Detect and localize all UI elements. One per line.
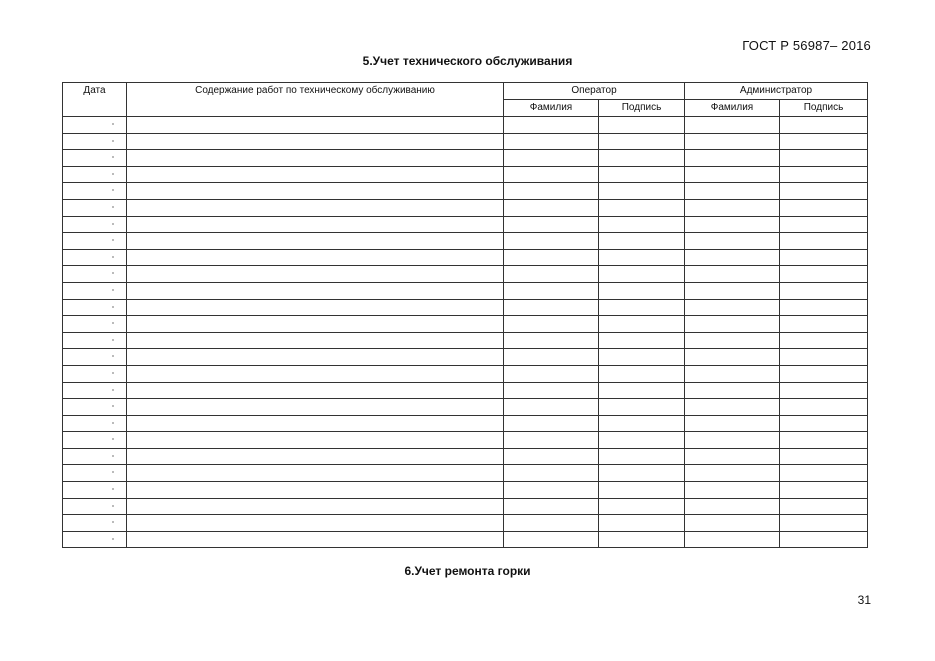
- date-cell[interactable]: [63, 266, 127, 283]
- operator-surname-cell[interactable]: [504, 282, 599, 299]
- table-row: [63, 282, 868, 299]
- operator-signature-cell[interactable]: [599, 365, 685, 382]
- admin-surname-cell[interactable]: [685, 448, 780, 465]
- operator-signature-cell[interactable]: [599, 299, 685, 316]
- date-cell[interactable]: [63, 282, 127, 299]
- content-cell[interactable]: [127, 233, 504, 250]
- table-row: [63, 299, 868, 316]
- content-cell[interactable]: [127, 166, 504, 183]
- content-cell[interactable]: [127, 266, 504, 283]
- operator-signature-cell[interactable]: [599, 432, 685, 449]
- admin-surname-cell[interactable]: [685, 133, 780, 150]
- operator-surname-cell[interactable]: [504, 399, 599, 416]
- table-row: [63, 482, 868, 499]
- table-row: [63, 266, 868, 283]
- operator-signature-cell[interactable]: [599, 332, 685, 349]
- content-cell[interactable]: [127, 465, 504, 482]
- admin-signature-cell[interactable]: [780, 166, 868, 183]
- operator-surname-cell[interactable]: [504, 316, 599, 333]
- operator-surname-cell[interactable]: [504, 448, 599, 465]
- operator-signature-cell[interactable]: [599, 382, 685, 399]
- content-cell[interactable]: [127, 399, 504, 416]
- content-cell[interactable]: [127, 117, 504, 134]
- admin-surname-cell[interactable]: [685, 299, 780, 316]
- admin-signature-cell[interactable]: [780, 515, 868, 532]
- admin-surname-cell[interactable]: [685, 150, 780, 167]
- header-row-top: [63, 83, 868, 100]
- page-number: 31: [857, 593, 871, 607]
- admin-signature-cell[interactable]: [780, 199, 868, 216]
- admin-signature-cell[interactable]: [780, 117, 868, 134]
- admin-surname-cell[interactable]: [685, 399, 780, 416]
- admin-signature-cell[interactable]: [780, 332, 868, 349]
- table-row: [63, 531, 868, 548]
- operator-surname-cell[interactable]: [504, 266, 599, 283]
- date-cell[interactable]: [63, 465, 127, 482]
- table-row: [63, 432, 868, 449]
- operator-surname-cell[interactable]: [504, 117, 599, 134]
- operator-signature-cell[interactable]: [599, 498, 685, 515]
- operator-signature-cell[interactable]: [599, 133, 685, 150]
- operator-surname-cell[interactable]: [504, 233, 599, 250]
- admin-signature-cell[interactable]: [780, 531, 868, 548]
- admin-signature-cell[interactable]: [780, 150, 868, 167]
- table-row: [63, 316, 868, 333]
- operator-signature-cell[interactable]: [599, 166, 685, 183]
- admin-surname-cell[interactable]: [685, 117, 780, 134]
- date-cell[interactable]: [63, 482, 127, 499]
- table-row: [63, 117, 868, 134]
- date-cell[interactable]: [63, 166, 127, 183]
- admin-surname-cell[interactable]: [685, 415, 780, 432]
- operator-signature-cell[interactable]: [599, 349, 685, 366]
- admin-signature-cell[interactable]: [780, 316, 868, 333]
- date-cell[interactable]: [63, 332, 127, 349]
- operator-signature-cell[interactable]: [599, 183, 685, 200]
- content-cell[interactable]: [127, 183, 504, 200]
- column-header-admin-surname: Фамилия: [685, 100, 780, 117]
- table-row: [63, 448, 868, 465]
- maintenance-log-body: [63, 117, 868, 548]
- date-cell[interactable]: [63, 365, 127, 382]
- admin-signature-cell[interactable]: [780, 299, 868, 316]
- date-cell[interactable]: [63, 117, 127, 134]
- column-header-operator: Оператор: [504, 83, 685, 100]
- date-cell[interactable]: [63, 349, 127, 366]
- operator-signature-cell[interactable]: [599, 515, 685, 532]
- admin-signature-cell[interactable]: [780, 349, 868, 366]
- operator-surname-cell[interactable]: [504, 133, 599, 150]
- admin-surname-cell[interactable]: [685, 465, 780, 482]
- date-cell[interactable]: [63, 316, 127, 333]
- content-cell[interactable]: [127, 332, 504, 349]
- content-cell[interactable]: [127, 365, 504, 382]
- operator-surname-cell[interactable]: [504, 299, 599, 316]
- operator-signature-cell[interactable]: [599, 233, 685, 250]
- operator-surname-cell[interactable]: [504, 515, 599, 532]
- content-cell[interactable]: [127, 498, 504, 515]
- operator-surname-cell[interactable]: [504, 150, 599, 167]
- column-header-admin-signature: Подпись: [780, 100, 868, 117]
- admin-signature-cell[interactable]: [780, 233, 868, 250]
- admin-signature-cell[interactable]: [780, 382, 868, 399]
- operator-signature-cell[interactable]: [599, 216, 685, 233]
- admin-surname-cell[interactable]: [685, 531, 780, 548]
- table-row: [63, 133, 868, 150]
- table-row: [63, 233, 868, 250]
- admin-surname-cell[interactable]: [685, 332, 780, 349]
- operator-signature-cell[interactable]: [599, 448, 685, 465]
- content-cell[interactable]: [127, 448, 504, 465]
- content-cell[interactable]: [127, 432, 504, 449]
- content-cell[interactable]: [127, 249, 504, 266]
- operator-surname-cell[interactable]: [504, 498, 599, 515]
- date-cell[interactable]: [63, 498, 127, 515]
- operator-surname-cell[interactable]: [504, 465, 599, 482]
- section-5-title: 5.Учет технического обслуживания: [362, 54, 573, 68]
- operator-signature-cell[interactable]: [599, 266, 685, 283]
- maintenance-log-table: [62, 82, 868, 548]
- admin-signature-cell[interactable]: [780, 465, 868, 482]
- date-cell[interactable]: [63, 133, 127, 150]
- admin-surname-cell[interactable]: [685, 199, 780, 216]
- operator-signature-cell[interactable]: [599, 482, 685, 499]
- date-cell[interactable]: [63, 150, 127, 167]
- admin-surname-cell[interactable]: [685, 216, 780, 233]
- date-cell[interactable]: [63, 415, 127, 432]
- admin-surname-cell[interactable]: [685, 166, 780, 183]
- date-cell[interactable]: [63, 233, 127, 250]
- content-cell[interactable]: [127, 531, 504, 548]
- operator-signature-cell[interactable]: [599, 150, 685, 167]
- table-row: [63, 382, 868, 399]
- date-cell[interactable]: [63, 183, 127, 200]
- content-cell[interactable]: [127, 515, 504, 532]
- admin-signature-cell[interactable]: [780, 282, 868, 299]
- table-row: [63, 515, 868, 532]
- document-code: ГОСТ Р 56987– 2016: [742, 38, 871, 53]
- column-header-date: Дата: [63, 83, 127, 117]
- admin-signature-cell[interactable]: [780, 266, 868, 283]
- table-row: [63, 498, 868, 515]
- table-row: [63, 465, 868, 482]
- content-cell[interactable]: [127, 316, 504, 333]
- admin-signature-cell[interactable]: [780, 415, 868, 432]
- admin-signature-cell[interactable]: [780, 498, 868, 515]
- date-cell[interactable]: [63, 299, 127, 316]
- date-cell[interactable]: [63, 531, 127, 548]
- content-cell[interactable]: [127, 282, 504, 299]
- admin-surname-cell[interactable]: [685, 266, 780, 283]
- admin-signature-cell[interactable]: [780, 133, 868, 150]
- admin-signature-cell[interactable]: [780, 432, 868, 449]
- date-cell[interactable]: [63, 216, 127, 233]
- admin-signature-cell[interactable]: [780, 216, 868, 233]
- table-row: [63, 365, 868, 382]
- content-cell[interactable]: [127, 150, 504, 167]
- operator-signature-cell[interactable]: [599, 399, 685, 416]
- admin-surname-cell[interactable]: [685, 365, 780, 382]
- operator-surname-cell[interactable]: [504, 365, 599, 382]
- operator-surname-cell[interactable]: [504, 349, 599, 366]
- operator-surname-cell[interactable]: [504, 216, 599, 233]
- admin-surname-cell[interactable]: [685, 316, 780, 333]
- admin-signature-cell[interactable]: [780, 183, 868, 200]
- table-row: [63, 332, 868, 349]
- admin-signature-cell[interactable]: [780, 482, 868, 499]
- operator-surname-cell[interactable]: [504, 332, 599, 349]
- admin-surname-cell[interactable]: [685, 249, 780, 266]
- operator-signature-cell[interactable]: [599, 316, 685, 333]
- operator-signature-cell[interactable]: [599, 465, 685, 482]
- operator-surname-cell[interactable]: [504, 415, 599, 432]
- admin-signature-cell[interactable]: [780, 365, 868, 382]
- date-cell[interactable]: [63, 515, 127, 532]
- table-row: [63, 216, 868, 233]
- content-cell[interactable]: [127, 349, 504, 366]
- operator-surname-cell[interactable]: [504, 432, 599, 449]
- table-row: [63, 183, 868, 200]
- table-row: [63, 415, 868, 432]
- operator-signature-cell[interactable]: [599, 199, 685, 216]
- content-cell[interactable]: [127, 382, 504, 399]
- date-cell[interactable]: [63, 432, 127, 449]
- admin-surname-cell[interactable]: [685, 515, 780, 532]
- date-cell[interactable]: [63, 448, 127, 465]
- admin-signature-cell[interactable]: [780, 448, 868, 465]
- operator-surname-cell[interactable]: [504, 199, 599, 216]
- date-cell[interactable]: [63, 399, 127, 416]
- date-cell[interactable]: [63, 199, 127, 216]
- admin-surname-cell[interactable]: [685, 282, 780, 299]
- operator-signature-cell[interactable]: [599, 415, 685, 432]
- operator-surname-cell[interactable]: [504, 249, 599, 266]
- table-row: [63, 166, 868, 183]
- operator-signature-cell[interactable]: [599, 117, 685, 134]
- admin-signature-cell[interactable]: [780, 249, 868, 266]
- date-cell[interactable]: [63, 249, 127, 266]
- table-row: [63, 150, 868, 167]
- column-header-operator-signature: Подпись: [599, 100, 685, 117]
- table-row: [63, 399, 868, 416]
- admin-surname-cell[interactable]: [685, 432, 780, 449]
- admin-surname-cell[interactable]: [685, 183, 780, 200]
- column-header-operator-surname: Фамилия: [504, 100, 599, 117]
- content-cell[interactable]: [127, 133, 504, 150]
- operator-surname-cell[interactable]: [504, 382, 599, 399]
- operator-signature-cell[interactable]: [599, 249, 685, 266]
- operator-surname-cell[interactable]: [504, 183, 599, 200]
- admin-surname-cell[interactable]: [685, 382, 780, 399]
- admin-surname-cell[interactable]: [685, 233, 780, 250]
- operator-surname-cell[interactable]: [504, 166, 599, 183]
- content-cell[interactable]: [127, 299, 504, 316]
- table-row: [63, 349, 868, 366]
- content-cell[interactable]: [127, 415, 504, 432]
- admin-surname-cell[interactable]: [685, 349, 780, 366]
- column-header-content: Содержание работ по техническому обслуживанию: [127, 83, 504, 117]
- operator-surname-cell[interactable]: [504, 531, 599, 548]
- content-cell[interactable]: [127, 482, 504, 499]
- table-row: [63, 199, 868, 216]
- operator-signature-cell[interactable]: [599, 531, 685, 548]
- section-6-title: 6.Учет ремонта горки: [404, 564, 531, 578]
- date-cell[interactable]: [63, 382, 127, 399]
- admin-signature-cell[interactable]: [780, 399, 868, 416]
- table-row: [63, 249, 868, 266]
- admin-surname-cell[interactable]: [685, 498, 780, 515]
- column-header-administrator: Администратор: [685, 83, 868, 100]
- admin-surname-cell[interactable]: [685, 482, 780, 499]
- operator-signature-cell[interactable]: [599, 282, 685, 299]
- operator-surname-cell[interactable]: [504, 482, 599, 499]
- content-cell[interactable]: [127, 216, 504, 233]
- content-cell[interactable]: [127, 199, 504, 216]
